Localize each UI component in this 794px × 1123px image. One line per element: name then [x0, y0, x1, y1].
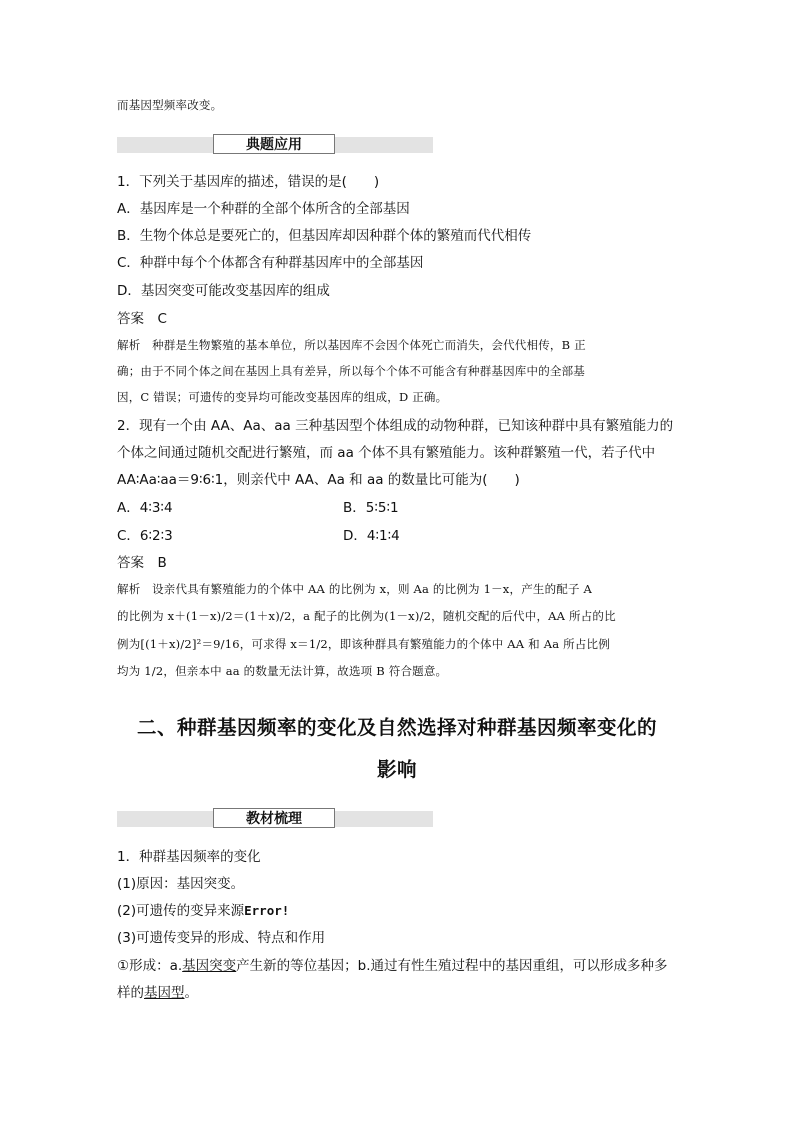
content-heading: 1．种群基因频率的变化: [117, 849, 261, 865]
q2-option-c: C．6∶2∶3: [117, 528, 173, 544]
q1-option-b: B．生物个体总是要死亡的，但基因库却因种群个体的繁殖而代代相传: [117, 228, 532, 244]
section-heading-line-2: 影响: [376, 758, 417, 781]
underlined-term-gene-mutation: 基因突变: [182, 958, 237, 974]
q2-analysis-line-4: 均为 1/2，但亲本中 aa 的数量无法计算，故选项 B 符合题意。: [117, 664, 448, 678]
q2-stem-line-3: AA∶Aa∶aa＝9∶6∶1，则亲代中 AA、Aa 和 aa 的数量比可能为( ): [117, 472, 520, 488]
underlined-term-genotype: 基因型: [144, 985, 185, 1001]
q2-stem-line-2: 个体之间通过随机交配进行繁殖，而 aa 个体不具有繁殖能力。该种群繁殖一代，若子代中: [117, 445, 656, 461]
content-item-3: (3)可遗传变异的形成、特点和作用: [117, 930, 326, 946]
q1-analysis-line-2: 确；由于不同个体之间在基因上具有差异，所以每个个体不可能含有种群基因库中的全部基: [117, 364, 585, 378]
q2-analysis-line-2: 的比例为 x＋(1－x)/2＝(1＋x)/2，a 配子的比例为(1－x)/2，随机交配的后代中，AA 所占的比: [117, 609, 616, 623]
q1-option-d: D．基因突变可能改变基因库的组成: [117, 283, 330, 299]
content-item-2: [117, 902, 289, 920]
q2-option-d: D．4∶1∶4: [343, 528, 400, 544]
q2-stem-line-1: 2．现有一个由 AA、Aa、aa 三种基因型个体组成的动物种群，已知该种群中具有繁殖能力的: [117, 418, 674, 434]
formation-prefix: ①形成：a.: [117, 958, 183, 974]
q2-option-a: A．4∶3∶4: [117, 500, 173, 516]
q1-answer: 答案 C: [117, 311, 167, 327]
content-item-2-text: (2)可遗传的变异来源: [117, 903, 245, 919]
section-label-example: 典题应用: [213, 134, 335, 154]
continuation-text: 而基因型频率改变。: [117, 98, 223, 112]
q2-option-b: B．5∶5∶1: [343, 500, 399, 516]
q1-analysis-line-1: 解析 种群是生物繁殖的基本单位，所以基因库不会因个体死亡而消失，会代代相传，B 正: [117, 338, 586, 352]
section-bar-textbook: [117, 811, 433, 827]
formation-line-2-suffix: 。: [184, 985, 198, 1001]
section-label-textbook: 教材梳理: [213, 808, 335, 828]
q2-answer: 答案 B: [117, 555, 167, 571]
formation-line-2: [117, 984, 198, 1002]
q1-analysis-line-3: 因，C 错误；可遗传的变异均可能改变基因库的组成，D 正确。: [117, 390, 448, 404]
q1-option-c: C．种群中每个个体都含有种群基因库中的全部基因: [117, 255, 424, 271]
q1-stem: 1．下列关于基因库的描述，错误的是( ): [117, 174, 380, 190]
error-marker: Error!: [244, 903, 290, 918]
section-heading-line-1: 二、种群基因频率的变化及自然选择对种群基因频率变化的: [136, 716, 657, 739]
content-item-1: (1)原因：基因突变。: [117, 876, 245, 892]
formation-line-2-prefix: 样的: [117, 985, 144, 1001]
q2-analysis-line-3: 例为[(1＋x)/2]²＝9/16，可求得 x＝1/2，即该种群具有繁殖能力的个体中 AA 和 Aa 所占比例: [117, 637, 610, 651]
q2-analysis-line-1: 解析 设亲代具有繁殖能力的个体中 AA 的比例为 x，则 Aa 的比例为 1－x，产生的配子 A: [117, 582, 593, 596]
q1-option-a: A．基因库是一个种群的全部个体所含的全部基因: [117, 201, 410, 217]
section-bar-example: [117, 137, 433, 153]
formation-mid: 产生新的等位基因；b.通过有性生殖过程中的基因重组，可以形成多种多: [236, 958, 668, 974]
formation-line-1: [117, 957, 668, 975]
